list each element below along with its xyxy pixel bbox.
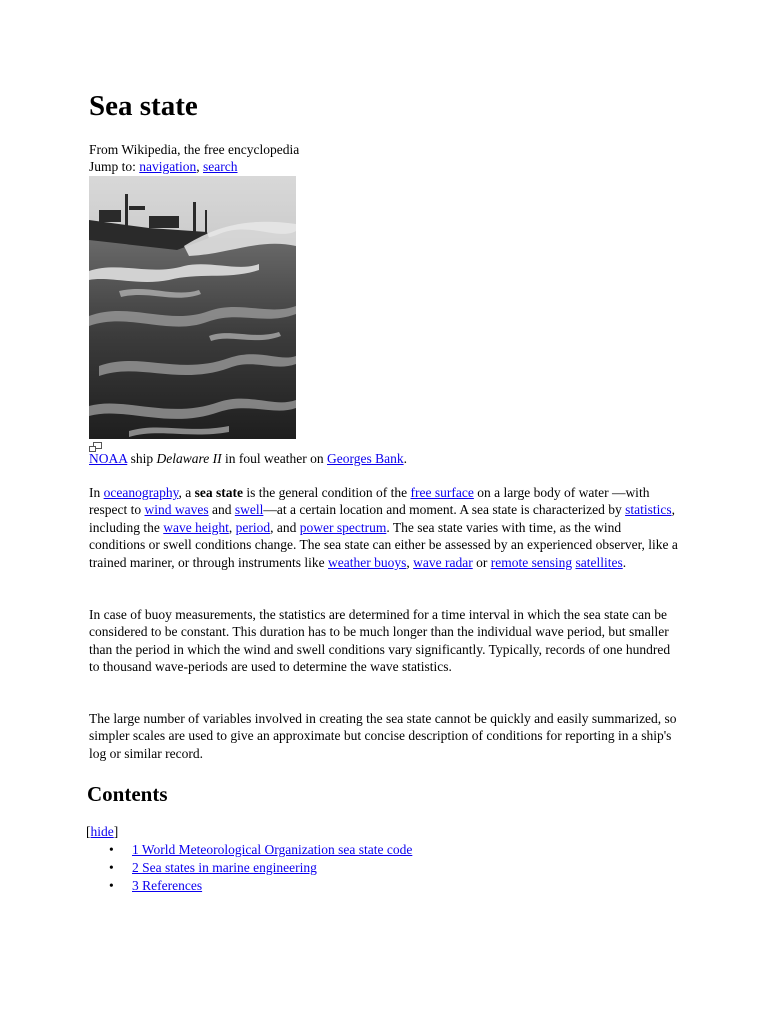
paragraph-text: , a — [178, 485, 195, 500]
paragraph-text: , including the — [89, 502, 675, 535]
statistics-link[interactable]: statistics — [625, 502, 672, 518]
paragraph-text: , — [228, 519, 236, 535]
jump-label: Jump to: — [89, 159, 140, 174]
buoy-paragraph: In case of buoy measurements, the statistics are determined for a time interval in which the sea state can be considered to be constant. This duration has to be much longer than the individual wave period, but smaller than the period in which the wind and swell conditions vary significantly. Typically, records of one hundred to thousand wave-periods are used to determine the wave statistics. — [89, 607, 671, 675]
sea-state-term: sea state — [194, 485, 243, 500]
ship-name: Delaware II — [156, 451, 222, 466]
ship-photo[interactable] — [89, 176, 296, 439]
swell-link[interactable]: swell — [234, 502, 264, 518]
toggle-bracket: [ — [86, 824, 91, 839]
bullet-icon: • — [109, 878, 114, 893]
caption-text: in foul weather on — [221, 451, 327, 466]
jump-links — [89, 158, 238, 175]
wave-radar-link[interactable]: wave radar — [413, 554, 473, 570]
from-line: From Wikipedia, the free encyclopedia — [89, 142, 300, 157]
paragraph-text: In — [89, 485, 104, 500]
toc-link-references[interactable]: 3 References — [132, 878, 203, 893]
magnify-icon[interactable] — [89, 439, 103, 449]
wave-height-link[interactable]: wave height — [163, 519, 229, 535]
paragraph-text: , — [406, 554, 414, 570]
caption-text: . — [403, 451, 407, 466]
paragraph-text: , and — [270, 519, 300, 535]
wind-waves-link[interactable]: wind waves — [144, 502, 209, 518]
noaa-link[interactable]: NOAA — [89, 451, 128, 466]
paragraph-text: —at a certain location and moment. A sea state is characterized by — [263, 502, 626, 518]
ship-photo-image — [89, 176, 296, 439]
power-spectrum-link[interactable]: power spectrum — [299, 519, 387, 535]
paragraph-text: . The sea state varies with time, as the wind conditions or swell conditions change. The sea state can either be assessed by an experienced observer, like a trained mariner, or through instruments like — [89, 519, 678, 570]
table-of-contents — [109, 841, 413, 895]
page-title: Sea state — [89, 90, 198, 122]
toc-link-wmo-code[interactable]: 1 World Meteorological Organization sea state code — [132, 842, 413, 857]
weather-buoys-link[interactable]: weather buoys — [328, 554, 407, 570]
toc-link-marine-engineering[interactable]: 2 Sea states in marine engineering — [132, 860, 317, 875]
toc-toggle — [86, 823, 118, 840]
bullet-icon: • — [109, 860, 114, 875]
toc-item — [109, 877, 412, 895]
hide-toc-link[interactable]: hide — [90, 824, 114, 839]
free-surface-link[interactable]: free surface — [410, 485, 474, 500]
period-link[interactable]: period — [235, 519, 271, 535]
toc-item — [109, 859, 412, 877]
toggle-bracket: ] — [113, 824, 119, 839]
satellites-link[interactable]: satellites — [575, 554, 623, 570]
jump-sep: , — [196, 159, 204, 174]
image-caption — [89, 450, 407, 467]
paragraph-text: and — [208, 502, 235, 518]
navigation-link[interactable]: navigation — [139, 159, 197, 174]
paragraph-text: or — [472, 554, 491, 570]
oceanography-link[interactable]: oceanography — [103, 485, 179, 500]
paragraph-text: is the general condition of the — [242, 485, 411, 500]
scales-paragraph: The large number of variables involved in creating the sea state cannot be quickly and easily summarized, so simpler scales are used to give an approximate but concise description of conditions for reporting in a ship's log or similar record. — [89, 711, 677, 761]
paragraph-text: on a large body of water —with respect to — [89, 485, 650, 518]
toc-item — [109, 841, 413, 859]
georges-bank-link[interactable]: Georges Bank — [326, 451, 404, 466]
paragraph-text: . — [622, 554, 627, 570]
intro-paragraph — [89, 484, 679, 571]
contents-heading: Contents — [87, 782, 168, 806]
search-link[interactable]: search — [203, 159, 238, 174]
remote-sensing-link[interactable]: remote sensing — [490, 554, 573, 570]
caption-text: ship — [127, 451, 157, 466]
bullet-icon: • — [109, 842, 114, 857]
